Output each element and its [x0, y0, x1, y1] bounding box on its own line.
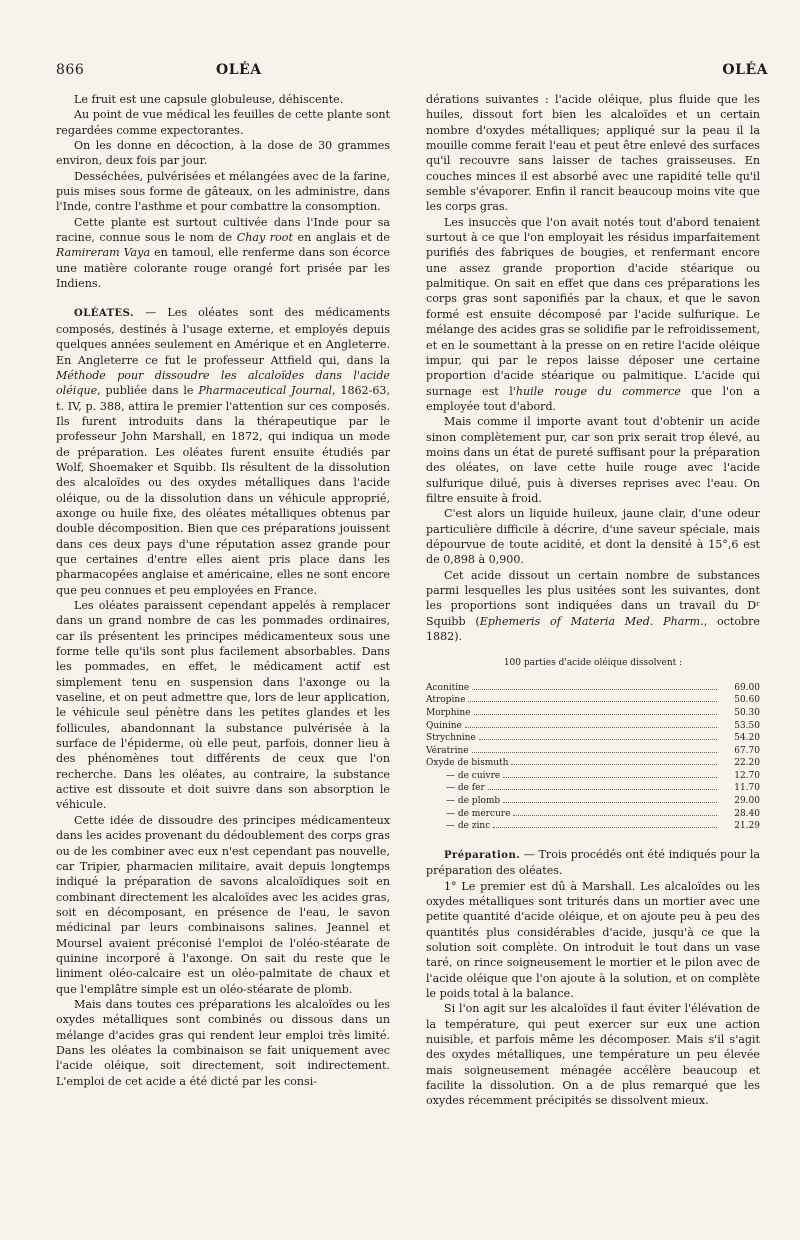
paragraph: Si l'on agit sur les alcaloïdes il faut éviter l'élévation de la température, qui peut exercer sur eux une action nuisible, et parfois même les décomposer. Mais s'il s'agit des oxydes métalliques, une température un peu élevée mais soigneusement ménagée accélère beaucoup et facilite la dissolution. On a de plus remarqué que les oxydes récemment précipités se dissolvent mieux. — [426, 1002, 760, 1108]
paragraph: dérations suivantes : l'acide oléique, plus fluide que les huiles, dissout fort bien les alcaloïdes et un certain nombre d'oxydes métalliques; appliqué sur la peau il la mouille comme ferait l'eau et peut être enlevé des surfaces qu'il recouvre sans laisser de taches graisseuses. En couches minces il est absorbé avec une rapidité telle qu'il semble s'évaporer. Enfin il rancit beaucoup moins vite que les corps gras. — [426, 93, 760, 214]
solubility-table — [426, 682, 760, 833]
table-row: — de cuivre 12.70 — [446, 770, 760, 781]
italic-reference: Ephemeris of Materia Med. Pharm. — [479, 614, 704, 628]
page-header — [56, 62, 768, 82]
italic-term: Ramireram Vaya — [56, 246, 151, 260]
paragraph: Au point de vue médical les feuilles de cette plante sont regardées comme expectorantes. — [56, 108, 390, 137]
italic-term: huile rouge du commerce — [515, 384, 681, 398]
paragraph: Mais dans toutes ces préparations les alcaloïdes ou les oxydes métalliques sont combinés ou dissous dans un mélange d'acides gras qui rendent leur emploi très limité. Dans les oléates la combinaison se fait uniquement avec l'acide oléique, soit directement, soit indirectement. L'emploi de cet acide a été dicté par les consi- — [56, 997, 390, 1088]
table-row: Oxyde de bismuth 22.20 — [426, 758, 760, 769]
paragraph: Cette plante est surtout cultivée dans l'Inde pour sa racine, connue sous le nom de Chay root en anglais et de Ramireram Vaya en tamoul, elle renferme dans son écorce une matière colorante rouge orangé fort prisée par les Indiens. — [56, 215, 390, 291]
paragraph: C'est alors un liquide huileux, jaune clair, d'une odeur particulière difficile à décrire, d'une saveur spéciale, mais dépourvue de toute acidité, et dont la densité à 15°,6 est de 0,898 à 0,900. — [426, 507, 760, 567]
table-row: Morphine 50.30 — [426, 707, 760, 718]
page-number: 866 — [56, 62, 85, 78]
table-row: — de mercure 28.40 — [446, 808, 760, 819]
section-heading: Préparation. — [444, 849, 521, 861]
table-row: Quinine 53.50 — [426, 720, 760, 731]
paragraph: Cette idée de dissoudre des principes médicamenteux dans les acides provenant du dédoublement des corps gras ou de les combiner avec eux n'est cependant pas nouvelle, car Tripier, pharmacien militaire, avait depuis longtemps indiqué la préparation de savons alcaloïdiques soit en combinant directement les alcaloïdes avec les acides gras, soit en décomposant, en présence de l'eau, le savon médicinal par leurs combinaisons salines. Jeannel et Moursel avaient préconisé l'emploi de l'oléo-stéarate de quinine incorporé à l'axonge. On sait du reste que le liniment oléo-calcaire est un oléo-palmitate de chaux et que l'emplâtre simple est un oléo-stéarate de plomb. — [56, 813, 390, 996]
italic-journal: Pharmaceutical Journal — [198, 384, 333, 398]
paragraph: Cet acide dissout un certain nombre de substances parmi lesquelles les plus usitées sont les suivantes, dont les proportions sont indiquées dans un travail du Dʳ Squibb (Ephemeris of Materia Med. Pharm., octobre 1882). — [426, 568, 760, 644]
table-row: — de fer 11.70 — [446, 783, 760, 794]
table-row: Strychnine 54.20 — [426, 733, 760, 744]
paragraph: Desséchées, pulvérisées et mélangées avec de la farine, puis mises sous forme de gâteaux, on les administre, dans l'Inde, contre l'asthme et pour combattre la consomption. — [56, 169, 390, 214]
section-oleates: OLÉATES. — Les oléates sont des médicaments composés, destinés à l'usage externe, et employés depuis quelques années seulement en Amérique et en Angleterre. En Angleterre ce fut le professeur Attfield qui, dans la Méthode pour dissoudre les alcaloïdes dans l'acide oléique, publiée dans le Pharmaceutical Journal, 1862-63, t. IV, p. 388, attira le premier l'attention sur ces composés. Ils furent introduits dans la thérapeutique par le professeur John Marshall, en 1872, qui indiqua un mode de préparation. Les oléates furent ensuite étudiés par Wolf, Shoemaker et Squibb. Ils résultent de la dissolution des alcaloïdes ou des oxydes métalliques dans l'acide oléique, ou de la dissolution dans un véhicule approprié, axonge ou huile fixe, des oléates métalliques obtenus par double décomposition. Bien que ces préparations jouissent dans ces deux pays d'une réputation assez grande pour que certaines d'entre elles aient pris place dans les pharmacopées anglaise et américaine, elles ne sont encore que peu connues et peu employées en France. — [56, 306, 390, 597]
table-row: — de zinc 21.29 — [446, 821, 760, 832]
table-row: Vératrine 67.70 — [426, 745, 760, 756]
paragraph: Les insuccès que l'on avait notés tout d'abord tenaient surtout à ce que l'on employait les résidus imparfaitement purifiés des fabriques de bougies, et renfermant encore une assez grande proportion d'acide stéarique ou palmitique. On sait en effet que dans ces préparations les corps gras sont saponifiés par la chaux, et que le savon formé est ensuite décomposé par l'acide sulfurique. Le mélange des acides gras se solidifie par le refroidissement, et en le soumettant à la presse on en retire l'acide oléique impur, qui par le repos laisse déposer une certaine proportion d'acide stéarique ou palmitique. L'acide qui surnage est l'huile rouge du commerce que l'on a employée tout d'abord. — [426, 215, 760, 413]
section-preparation: Préparation. — Trois procédés ont été indiqués pour la préparation des oléates. — [426, 847, 760, 878]
table-row: Atropine 50.60 — [426, 695, 760, 706]
left-column — [56, 92, 390, 1202]
table-title: 100 parties d'acide oléique dissolvent : — [503, 658, 683, 669]
running-title-right: OLÉA — [722, 62, 768, 78]
section-heading: OLÉATES. — [74, 308, 134, 320]
table-row: — de plomb 29.00 — [446, 796, 760, 807]
running-title-left: OLÉA — [216, 62, 262, 78]
paragraph: On les donne en décoction, à la dose de 30 grammes environ, deux fois par jour. — [56, 139, 390, 168]
paragraph: Le fruit est une capsule globuleuse, déhiscente. — [74, 93, 344, 106]
italic-title: Méthode pour dissoudre les alcaloïdes dans l'acide oléique — [56, 368, 390, 398]
paragraph: Les oléates paraissent cependant appelés à remplacer dans un grand nombre de cas les pommades ordinaires, car ils présentent les principes médicamenteux sous une forme telle qu'ils sont plus facilement absorbables. Dans les pommades, en effet, le médicament actif est simplement tenu en suspension dans l'axonge ou la vaseline, et on peut admettre que, lors de leur application, le véhicule seul pénètre dans les petites glandes et les follicules, abandonnant la substance pulvérisée à la surface de l'épiderme, où elle peut, parfois, donner lieu à des phénomènes tout différents de ceux que l'on recherche. Dans les oléates, au contraire, la substance active est dissoute et doit suivre dans son absorption le véhicule. — [56, 599, 390, 812]
italic-term: Chay root — [236, 231, 293, 245]
paragraph: 1° Le premier est dû à Marshall. Les alcaloïdes ou les oxydes métalliques sont triturés dans un mortier avec une petite quantité d'acide oléique, et on ajoute peu à peu des quantités plus considérables d'acide, jusqu'à ce que la solution soit complète. On introduit le tout dans un vase taré, on rince soigneusement le mortier et le pilon avec de l'acide oléique que l'on ajoute à la solution, et on complète le poids total à la balance. — [426, 879, 760, 1000]
right-column — [426, 92, 760, 1202]
paragraph: Mais comme il importe avant tout d'obtenir un acide sinon complètement pur, car son prix serait trop élevé, au moins dans un état de pureté suffisant pour la préparation des oléates, on lave cette huile rouge avec l'acide sulfurique dilué, puis à diverses reprises avec l'eau. On filtre ensuite à froid. — [426, 415, 760, 505]
table-row: Aconitine 69.00 — [426, 682, 760, 693]
